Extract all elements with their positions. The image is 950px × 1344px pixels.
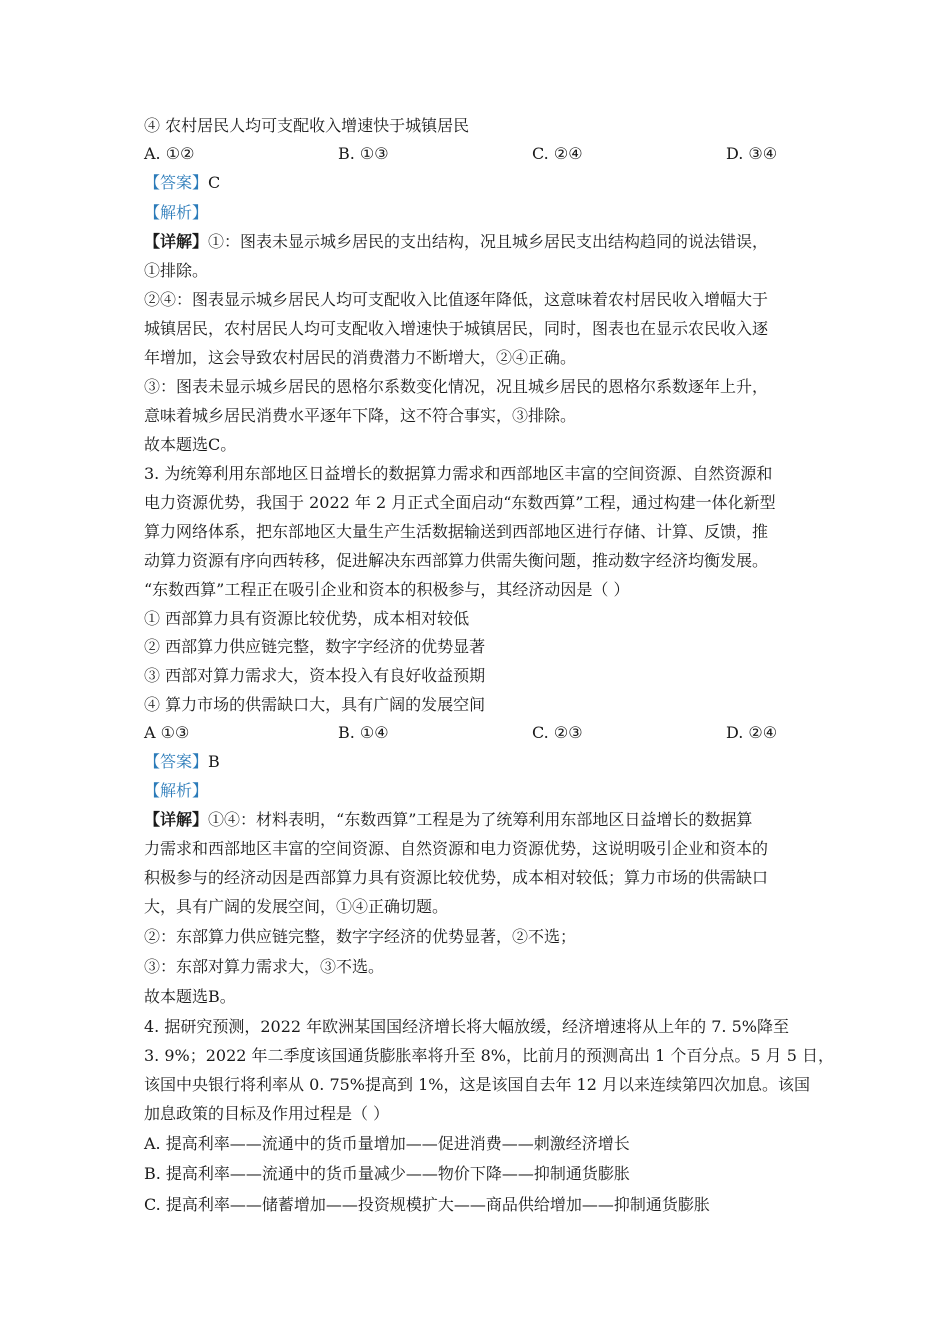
q2-option-c: C. ②④ bbox=[532, 144, 583, 163]
q3-item-2: ② 西部算力供应链完整，数字字经济的优势显著 bbox=[144, 637, 486, 656]
q3-item-1: ① 西部算力具有资源比较优势，成本相对较低 bbox=[144, 609, 470, 628]
q3-option-a: A ①③ bbox=[144, 723, 190, 742]
q3-stem-line-3: 算力网络体系，把东部地区大量生产生活数据输送到西部地区进行存储、计算、反馈，推 bbox=[144, 522, 769, 541]
q4-stem-line-1: 4. 据研究预测，2022 年欧洲某国国经济增长将大幅放缓，经济增速将从上年的 7. 5%降至 bbox=[144, 1017, 789, 1036]
q2-option-a: A. ①② bbox=[144, 144, 195, 163]
q2-detail-line-6: ③：图表未显示城乡居民的恩格尔系数变化情况，况且城乡居民的恩格尔系数逐年上升， bbox=[144, 377, 769, 396]
q4-option-b: B. 提高利率——流通中的货币量减少——物价下降——抑制通货膨胀 bbox=[144, 1164, 630, 1183]
q2-answer bbox=[144, 172, 220, 194]
answer-value: B bbox=[208, 752, 220, 771]
q3-option-c: C. ②③ bbox=[532, 723, 583, 742]
q2-analysis-tag: 【解析】 bbox=[144, 203, 209, 222]
q3-detail-line-6: ③：东部对算力需求大，③不选。 bbox=[144, 957, 385, 976]
detail-text: ①：图表未显示城乡居民的支出结构，况且城乡居民支出结构趋同的说法错误， bbox=[208, 232, 769, 251]
answer-value: C bbox=[208, 173, 221, 192]
q3-stem-line-4: 动算力资源有序向西转移，促进解决东西部算力供需失衡问题，推动数字经济均衡发展。 bbox=[144, 551, 769, 570]
q3-analysis-tag: 【解析】 bbox=[144, 781, 209, 800]
q4-stem-line-3: 该国中央银行将利率从 0. 75%提高到 1%，这是该国自去年 12 月以来连续第四次加息。该国 bbox=[144, 1075, 811, 1094]
detail-tag: 【详解】 bbox=[144, 810, 209, 829]
q3-options bbox=[144, 722, 824, 744]
q3-detail-line-3: 积极参与的经济动因是西部算力具有资源比较优势，成本相对较低；算力市场的供需缺口 bbox=[144, 868, 769, 887]
answer-tag: 【答案】 bbox=[144, 752, 209, 771]
q3-conclusion: 故本题选B。 bbox=[144, 987, 236, 1006]
q3-detail-line-4: 大，具有广阔的发展空间，①④正确切题。 bbox=[144, 897, 449, 916]
q2-detail-line-1 bbox=[144, 231, 768, 253]
q2-detail-line-7: 意味着城乡居民消费水平逐年下降，这不符合事实，③排除。 bbox=[144, 406, 577, 425]
q3-option-b: B. ①④ bbox=[338, 723, 389, 742]
q2-option-d: D. ③④ bbox=[726, 144, 778, 163]
q2-detail-line-5: 年增加，这会导致农村居民的消费潜力不断增大，②④正确。 bbox=[144, 348, 577, 367]
q2-detail-line-3: ②④：图表显示城乡居民人均可支配收入比值逐年降低，这意味着农村居民收入增幅大于 bbox=[144, 290, 769, 309]
q3-detail-line-1 bbox=[144, 809, 752, 831]
detail-text: ①④：材料表明，“东数西算”工程是为了统筹利用东部地区日益增长的数据算 bbox=[208, 810, 753, 829]
detail-tag: 【详解】 bbox=[144, 232, 209, 251]
q2-item-4: ④ 农村居民人均可支配收入增速快于城镇居民 bbox=[144, 116, 470, 135]
q4-stem-line-2: 3. 9%；2022 年二季度该国通货膨胀率将升至 8%，比前月的预测高出 1 个百分点。5 月 5 日， bbox=[144, 1046, 834, 1065]
q2-detail-line-2: ①排除。 bbox=[144, 261, 209, 280]
q3-stem-line-5: “东数西算”工程正在吸引企业和资本的积极参与，其经济动因是（ ） bbox=[144, 580, 630, 599]
q4-option-a: A. 提高利率——流通中的货币量增加——促进消费——刺激经济增长 bbox=[144, 1134, 630, 1153]
q4-option-c: C. 提高利率——储蓄增加——投资规模扩大——商品供给增加——抑制通货膨胀 bbox=[144, 1195, 710, 1214]
q3-stem-line-1: 3. 为统筹利用东部地区日益增长的数据算力需求和西部地区丰富的空间资源、自然资源和 bbox=[144, 464, 773, 483]
q2-option-b: B. ①③ bbox=[338, 144, 389, 163]
q3-detail-line-2: 力需求和西部地区丰富的空间资源、自然资源和电力资源优势，这说明吸引企业和资本的 bbox=[144, 839, 769, 858]
q4-stem-line-4: 加息政策的目标及作用过程是（ ） bbox=[144, 1104, 390, 1123]
q3-detail-line-5: ②：东部算力供应链完整，数字字经济的优势显著，②不选； bbox=[144, 927, 577, 946]
q3-option-d: D. ②④ bbox=[726, 723, 778, 742]
q2-options bbox=[144, 143, 824, 165]
q3-stem-line-2: 电力资源优势，我国于 2022 年 2 月正式全面启动“东数西算”工程，通过构建一体化新型 bbox=[144, 493, 776, 512]
answer-tag: 【答案】 bbox=[144, 173, 209, 192]
q3-answer bbox=[144, 751, 220, 773]
q2-conclusion: 故本题选C。 bbox=[144, 435, 237, 454]
q3-item-3: ③ 西部对算力需求大，资本投入有良好收益预期 bbox=[144, 666, 486, 685]
q3-item-4: ④ 算力市场的供需缺口大，具有广阔的发展空间 bbox=[144, 695, 486, 714]
q2-detail-line-4: 城镇居民，农村居民人均可支配收入增速快于城镇居民，同时，图表也在显示农民收入逐 bbox=[144, 319, 769, 338]
